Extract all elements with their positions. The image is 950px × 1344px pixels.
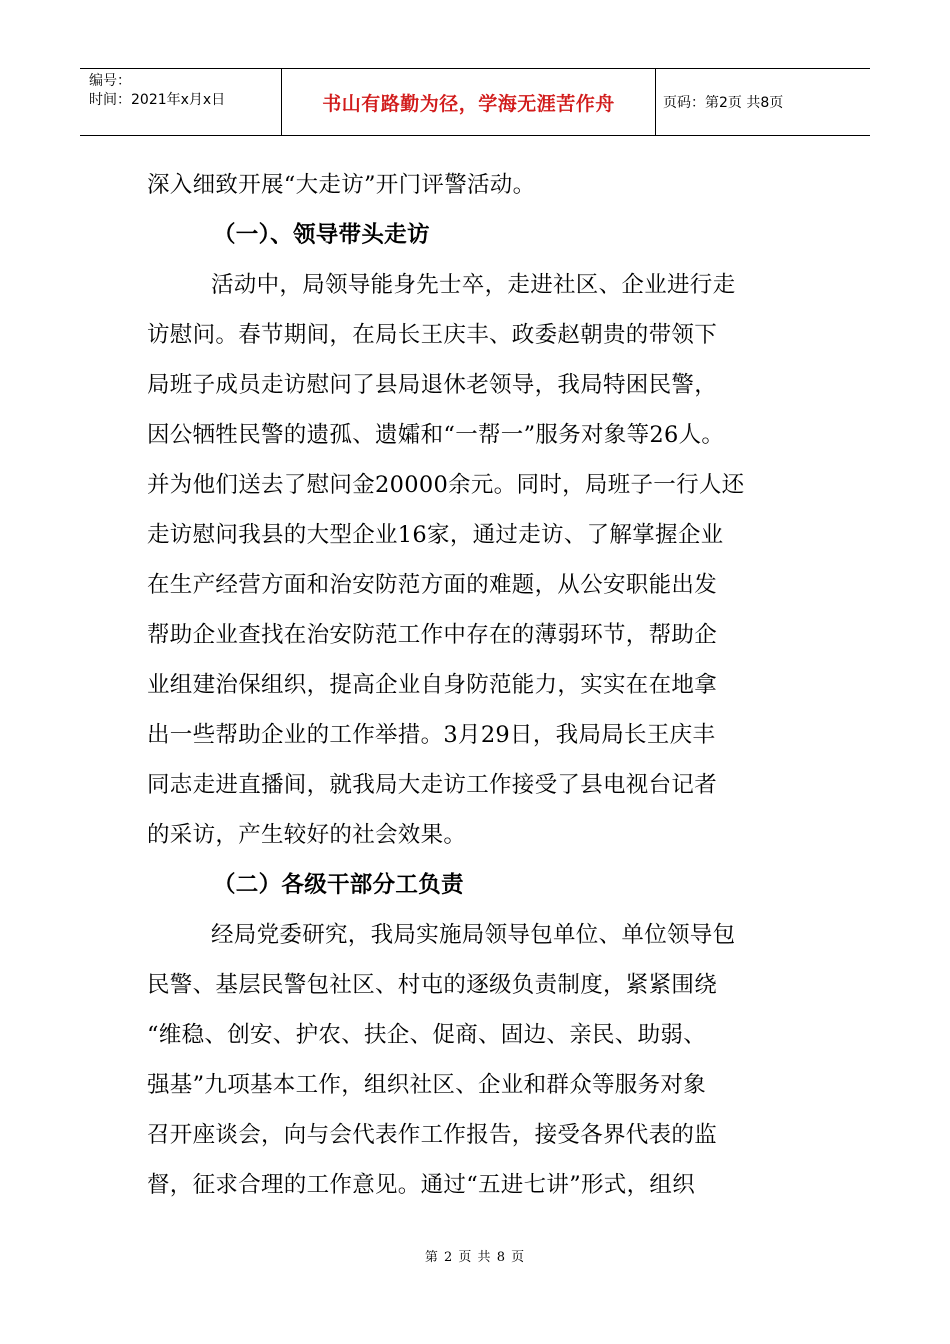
body-text-line: 并为他们送去了慰问金20000余元。同时，局班子一行人还: [147, 472, 745, 498]
body-text-line: 经局党委研究，我局实施局领导包单位、单位领导包: [211, 922, 736, 948]
body-text-line: 强基”九项基本工作，组织社区、企业和群众等服务对象: [147, 1072, 707, 1098]
body-text-line: 民警、基层民警包社区、村屯的逐级负责制度，紧紧围绕: [147, 972, 718, 998]
body-text-line: 局班子成员走访慰问了县局退休老领导，我局特困民警，: [147, 372, 718, 398]
body-text-line: 召开座谈会，向与会代表作工作报告，接受各界代表的监: [147, 1122, 718, 1148]
page-footer: 第 2 页 共 8 页: [424, 1250, 526, 1265]
body-text-line: 深入细致开展“大走访”开门评警活动。: [147, 172, 536, 198]
body-text-line: 出一些帮助企业的工作举措。3月29日，我局局长王庆丰: [147, 722, 716, 748]
header-motto-cell: [282, 69, 656, 135]
section-heading: （二）各级干部分工负责: [213, 872, 464, 898]
body-text-line: 的采访，产生较好的社会效果。: [147, 822, 467, 848]
body-text-line: 活动中，局领导能身先士卒，走进社区、企业进行走: [211, 272, 736, 298]
body-text-line: 在生产经营方面和治安防范方面的难题，从公安职能出发: [147, 572, 718, 598]
document-header: [80, 68, 870, 136]
body-text-line: 督，征求合理的工作意见。通过“五进七讲”形式，组织: [147, 1172, 696, 1198]
body-text-line: 同志走进直播间，就我局大走访工作接受了县电视台记者: [147, 772, 718, 798]
section-heading: （一）、领导带头走访: [213, 222, 430, 248]
body-text-line: 帮助企业查找在治安防范工作中存在的薄弱环节，帮助企: [147, 622, 718, 648]
body-text-line: 业组建治保组织，提高企业自身防范能力，实实在在地拿: [147, 672, 718, 698]
header-time: 时间：2021年x月x日: [89, 92, 226, 108]
body-text-line: 访慰问。春节期间，在局长王庆丰、政委赵朝贵的带领下: [147, 322, 718, 348]
body-text-line: “维稳、创安、护农、扶企、促商、固边、亲民、助弱、: [147, 1022, 707, 1048]
header-number: 编号：: [89, 73, 131, 89]
header-meta: [80, 69, 282, 135]
body-text-line: 走访慰问我县的大型企业16家，通过走访、了解掌握企业: [147, 522, 724, 548]
header-page-info: 页码：第2页 共8页: [663, 95, 784, 111]
document-body: [147, 164, 827, 1214]
body-text-line: 因公牺牲民警的遗孤、遗孀和“一帮一”服务对象等26人。: [147, 422, 725, 448]
header-motto: 书山有路勤为径，学海无涯苦作舟: [322, 92, 615, 115]
